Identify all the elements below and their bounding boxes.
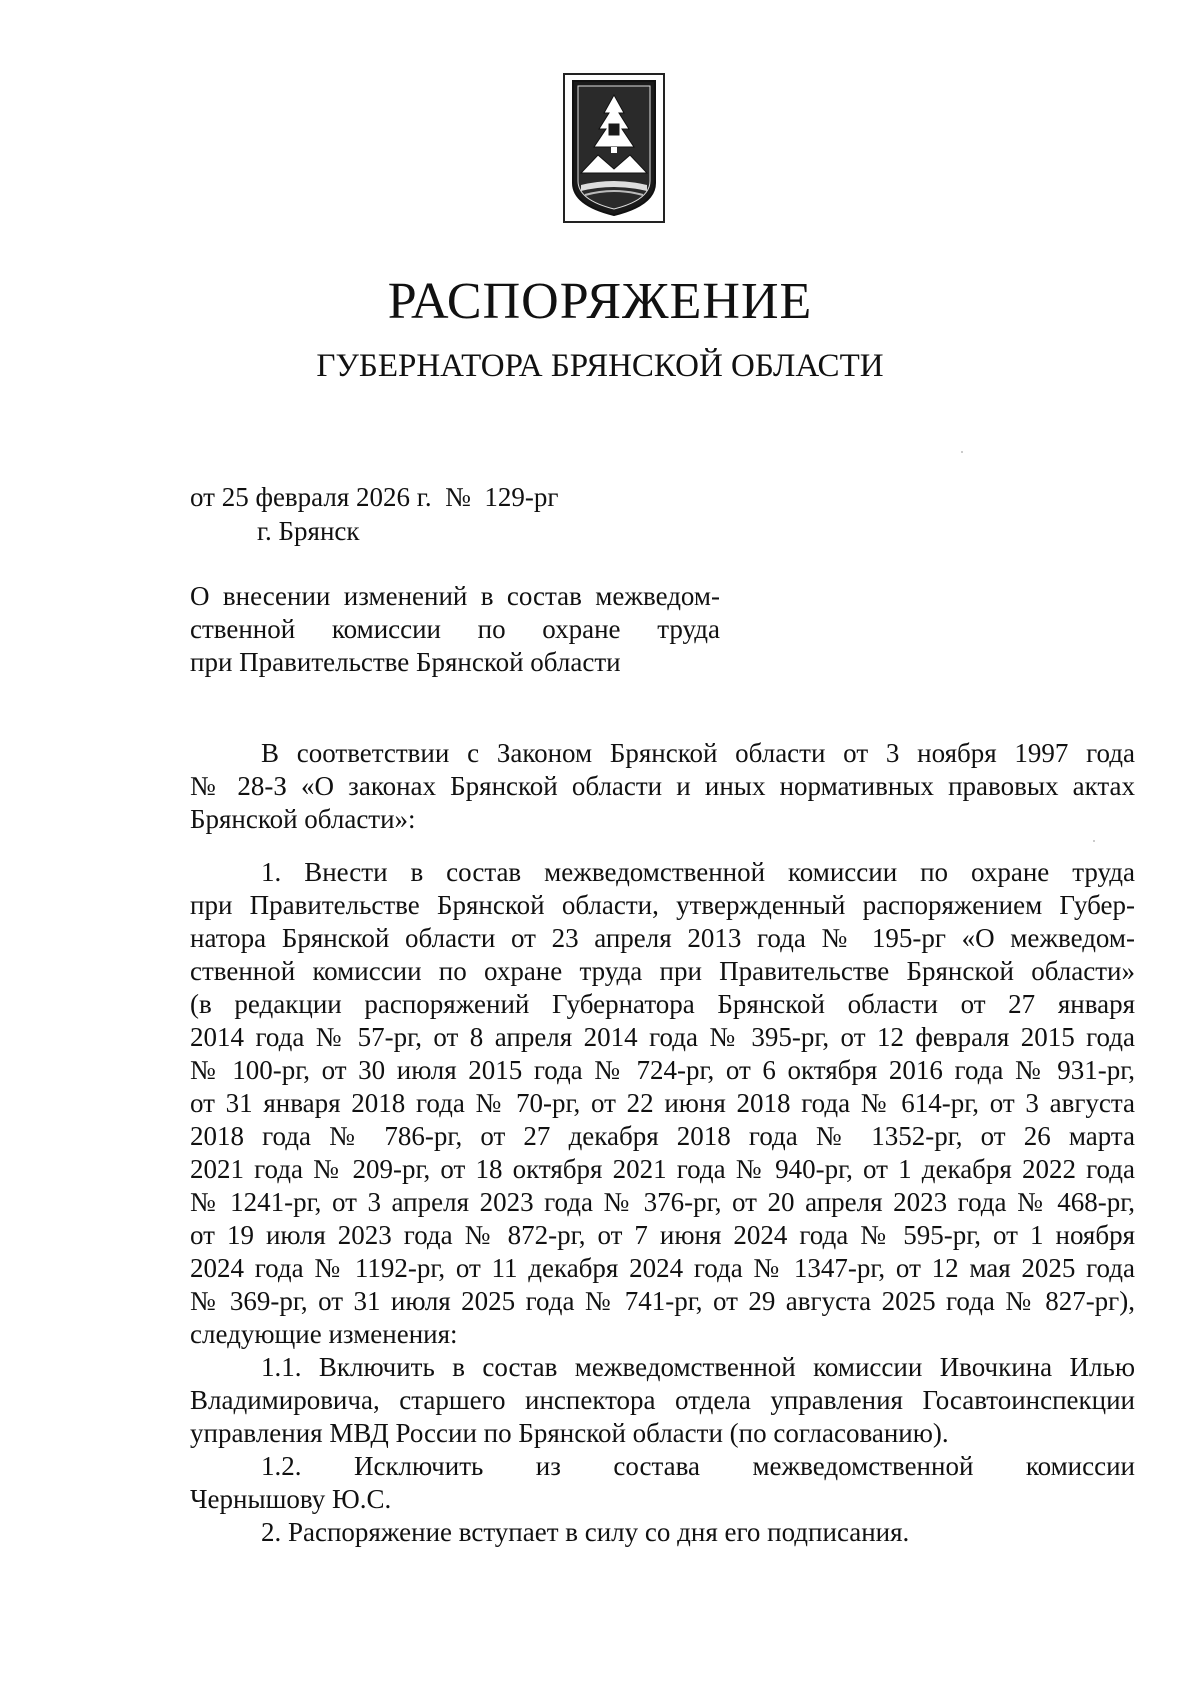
preamble — [190, 737, 1135, 836]
body-line: 2. Распоряжение вступает в силу со дня его подписания. — [261, 1517, 910, 1547]
document-heading — [190, 580, 720, 679]
body-line: 2014 года № 57-рг, от 8 апреля 2014 года № 395-рг, от 12 февраля 2015 года — [190, 1022, 1135, 1052]
item-2 — [190, 1516, 1135, 1549]
document-subtitle: ГУБЕРНАТОРА БРЯНСКОЙ ОБЛАСТИ — [316, 348, 884, 384]
body-line: (в редакции распоряжений Губернатора Брянской области от 27 января — [190, 989, 1135, 1019]
body-line: управления МВД России по Брянской области (по согласованию). — [190, 1418, 949, 1448]
heading-line: при Правительстве Брянской области — [190, 647, 621, 677]
scan-speck — [961, 451, 963, 453]
coat-of-arms-emblem — [563, 73, 665, 223]
scan-speck — [1093, 840, 1095, 842]
body-line: при Правительстве Брянской области, утвержденный распоряжением Губер- — [190, 890, 1135, 920]
body-line: 2021 года № 209-рг, от 18 октября 2021 года № 940-рг, от 1 декабря 2022 года — [190, 1154, 1135, 1184]
item-1 — [190, 856, 1135, 1351]
body-line: натора Брянской области от 23 апреля 2013 года № 195-рг «О межведом- — [190, 923, 1135, 953]
document-body — [190, 737, 1135, 1549]
body-line: следующие изменения: — [190, 1319, 458, 1349]
body-line: от 19 июля 2023 года № 872-рг, от 7 июня 2024 года № 595-рг, от 1 ноября — [190, 1220, 1135, 1250]
item-1-2 — [190, 1450, 1135, 1516]
body-line: ственной комиссии по охране труда при Правительстве Брянской области» — [190, 956, 1135, 986]
heading-line: О внесении изменений в состав межведом- — [190, 581, 720, 611]
date-and-number: от 25 февраля 2026 г. № 129-рг — [190, 482, 559, 512]
document-title: РАСПОРЯЖЕНИЕ — [387, 273, 813, 330]
heading-line: ственной комиссии по охране труда — [190, 614, 720, 644]
bryansk-coat-of-arms-icon — [563, 73, 665, 223]
item-1-1 — [190, 1351, 1135, 1450]
body-line: № 369-рг, от 31 июля 2025 года № 741-рг, от 29 августа 2025 года № 827-рг), — [190, 1286, 1135, 1316]
body-line: 1.2. Исключить из состава межведомственной комиссии — [261, 1451, 1135, 1481]
city: г. Брянск — [257, 516, 360, 546]
body-line: 2018 года № 786-рг, от 27 декабря 2018 года № 1352-рг, от 26 марта — [190, 1121, 1135, 1151]
body-line: № 1241-рг, от 3 апреля 2023 года № 376-рг, от 20 апреля 2023 года № 468-рг, — [190, 1187, 1135, 1217]
body-line: Владимировича, старшего инспектора отдела управления Госавтоинспекции — [190, 1385, 1135, 1415]
body-line: 1. Внести в состав межведомственной комиссии по охране труда — [261, 857, 1135, 887]
body-line: № 28-З «О законах Брянской области и иных нормативных правовых актах — [190, 771, 1135, 801]
body-line: 1.1. Включить в состав межведомственной комиссии Ивочкина Илью — [261, 1352, 1135, 1382]
body-line: Чернышову Ю.С. — [190, 1484, 392, 1514]
body-line: 2024 года № 1192-рг, от 11 декабря 2024 года № 1347-рг, от 12 мая 2025 года — [190, 1253, 1135, 1283]
body-line: № 100-рг, от 30 июля 2015 года № 724-рг, от 6 октября 2016 года № 931-рг, — [190, 1055, 1135, 1085]
body-line: В соответствии с Законом Брянской области от 3 ноября 1997 года — [261, 738, 1135, 768]
body-line: от 31 января 2018 года № 70-рг, от 22 июня 2018 года № 614-рг, от 3 августа — [190, 1088, 1135, 1118]
body-line: Брянской области»: — [190, 804, 416, 834]
